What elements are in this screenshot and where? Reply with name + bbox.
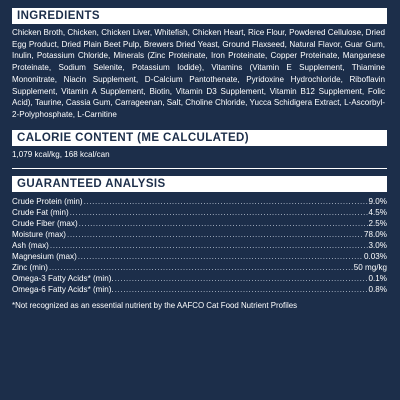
leader-dots bbox=[50, 240, 368, 251]
leader-dots bbox=[67, 229, 363, 240]
analysis-label: Omega-6 Fatty Acids* (min). bbox=[12, 285, 114, 295]
analysis-label: Crude Protein (min) bbox=[12, 196, 83, 206]
nutrition-panel bbox=[12, 0, 387, 311]
leader-dots bbox=[79, 218, 368, 229]
leader-dots bbox=[115, 273, 368, 284]
section-divider bbox=[12, 168, 387, 169]
leader-dots bbox=[78, 251, 363, 262]
analysis-row-omega-3 bbox=[12, 273, 387, 284]
analysis-value: 2.5% bbox=[368, 218, 387, 228]
analysis-label: Ash (max) bbox=[12, 241, 49, 250]
analysis-label: Omega-3 Fatty Acids* (min). bbox=[12, 274, 114, 284]
analysis-row-omega-6 bbox=[12, 284, 387, 295]
analysis-row-crude-protein bbox=[12, 196, 387, 207]
guaranteed-analysis-table bbox=[12, 196, 387, 296]
analysis-row-ash bbox=[12, 240, 387, 251]
analysis-value: 3.0% bbox=[368, 241, 387, 250]
analysis-value: 0.03% bbox=[364, 252, 387, 262]
aafco-footnote: *Not recognized as an essential nutrient by the AAFCO Cat Food Nutrient Profiles bbox=[12, 301, 298, 311]
calorie-content-text: 1,079 kcal/kg, 168 kcal/can bbox=[12, 149, 110, 159]
calorie-content-heading: CALORIE CONTENT (ME CALCULATED) bbox=[12, 130, 387, 146]
guaranteed-analysis-heading: GUARANTEED ANALYSIS bbox=[12, 176, 387, 192]
analysis-label: Zinc (min) bbox=[12, 263, 48, 273]
leader-dots bbox=[70, 207, 368, 218]
analysis-value: 50 mg/kg bbox=[353, 263, 387, 273]
analysis-row-moisture bbox=[12, 229, 387, 240]
analysis-row-magnesium bbox=[12, 251, 387, 262]
analysis-value: 0.8% bbox=[368, 285, 387, 295]
analysis-label: Crude Fiber (max) bbox=[12, 218, 78, 228]
analysis-value: 78.0% bbox=[364, 229, 387, 239]
analysis-value: 9.0% bbox=[368, 196, 387, 206]
analysis-label: Moisture (max) bbox=[12, 229, 66, 239]
ingredients-heading: INGREDIENTS bbox=[12, 8, 387, 24]
leader-dots bbox=[49, 262, 353, 273]
analysis-value: 4.5% bbox=[368, 207, 387, 217]
analysis-value: 0.1% bbox=[368, 274, 387, 284]
ingredients-list: Chicken Broth, Chicken, Chicken Liver, Whitefish, Chicken Heart, Rice Flour, Powdered Cellulose, Dried Egg Product, Dried Plain Beet Pulp, Brewers Dried Yeast, Ground Flaxseed, Natural Flavor, Guar Gum, Inulin, Potassium Chloride, Minerals (Zinc Proteinate, Iron Proteinate, Copper Proteinate, Manganese Proteinate, Sodium Selenite, Potassium Iodide), Vitamins (Vitamin E Supplement, Thiamine Mononitrate, Niacin Supplement, D-Calcium Pantothenate, Pyridoxine Hydrochloride, Riboflavin Supplement, Vitamin A Supplement, Biotin, Vitamin D3 Supplement, Vitamin B12 Supplement, Folic Acid), Taurine, Cassia Gum, Carrageenan, Salt, Choline Chloride, Yucca Schidigera Extract, L-Ascorbyl-2-Polyphosphate, L-Carnitine bbox=[12, 28, 385, 119]
analysis-row-crude-fat bbox=[12, 207, 387, 218]
leader-dots bbox=[115, 284, 368, 295]
leader-dots bbox=[84, 196, 368, 207]
analysis-row-crude-fiber bbox=[12, 218, 387, 229]
analysis-row-zinc bbox=[12, 262, 387, 273]
analysis-label: Crude Fat (min) bbox=[12, 207, 69, 217]
analysis-label: Magnesium (max) bbox=[12, 252, 77, 262]
